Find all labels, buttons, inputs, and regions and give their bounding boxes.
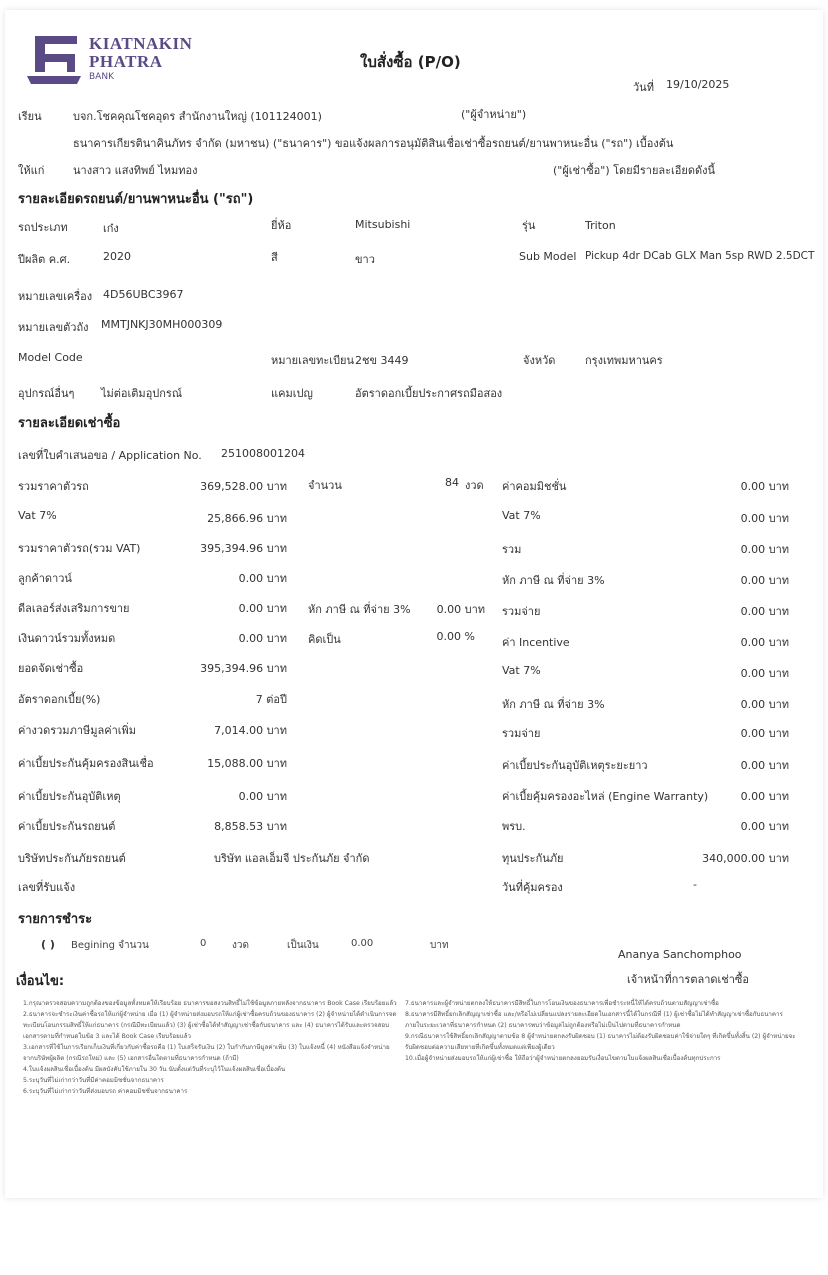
application-value: 251008001204 — [221, 447, 305, 460]
model-code-label: Model Code — [18, 351, 83, 364]
car-model-label: รุ่น — [522, 219, 536, 232]
fee-row-value: 0.00 บาท — [740, 820, 789, 833]
plate-label: หมายเลขทะเบียน — [271, 354, 355, 367]
fee-row-value: 0.00 บาท — [740, 480, 789, 493]
fee-row-value: 0.00 บาท — [740, 759, 789, 772]
car-color-value: ขาว — [355, 253, 375, 266]
fee-row-value: 0.00 บาท — [740, 512, 789, 525]
bank-logo — [25, 32, 200, 88]
engine-number-label: หมายเลขเครื่อง — [18, 290, 93, 303]
beginning-count: 0 — [200, 938, 207, 949]
fee-row-label: รวมจ่าย — [502, 605, 541, 618]
province-label: จังหวัด — [523, 354, 556, 367]
date-label: วันที่ — [633, 81, 654, 94]
notice-number-label: เลขที่รับแจ้ง — [18, 881, 76, 894]
condition-item: 5.ระบุวันที่ไม่เก่ากว่าวันที่มีค่าคอมมิชชั่นจากธนาคาร — [23, 1077, 164, 1084]
lease-row-label: ยอดจัดเช่าซื้อ — [18, 662, 84, 675]
campaign-label: แคมเปญ — [271, 387, 313, 400]
condition-item: 8.ธนาคารมีสิทธิ์ยกเลิกสัญญาเช่าซื้อ และ/หรือไม่เปลี่ยนแปลงรายละเอียดในเอกสารนี้ได้ในกรณีที่ (1) ผู้เช่าซื้อไม่ได้ทำสัญญาเช่าซื้อกับธนาคารภายในระยะเวลาที่ธนาคารกำหนด (2) ธนาคารพบว่าข้อมูลไม่ถูกต้องหรือไม่เป็นไปตามที่ธนาคารกำหนด — [405, 1011, 783, 1029]
payment-currency: บาท — [430, 940, 449, 951]
sum-insured-value: 340,000.00 บาท — [702, 852, 789, 865]
condition-item: 10.เมื่อผู้จำหน่ายส่งมอบรถให้แก่ผู้เช่าซื้อ ให้ถือว่าผู้จำหน่ายตกลงยอมรับเงื่อนไขตามใบแจ้งผลสินเชื่อเบื้องต้นทุกประการ — [405, 1055, 721, 1062]
coverage-date-value: - — [693, 878, 697, 891]
lease-row-label: ดีลเลอร์ส่งเสริมการขาย — [18, 602, 130, 615]
lease-row-value: 7 ต่อปี — [255, 693, 287, 706]
lease-row-label: เงินดาวน์รวมทั้งหมด — [18, 632, 116, 645]
fee-row-label: รวมจ่าย — [502, 727, 541, 740]
chassis-number-label: หมายเลขตัวถัง — [18, 321, 89, 334]
document-title: ใบสั่งซื้อ (P/O) — [360, 53, 461, 71]
give-value: นางสาว แสงทิพย์ ไหมทอง — [73, 164, 198, 177]
give-label: ให้แก่ — [18, 164, 45, 177]
conditions-title: เงื่อนไข: — [16, 974, 65, 989]
to-role: ("ผู้จำหน่าย") — [461, 108, 527, 121]
payment-amount-label: เป็นเงิน — [287, 940, 319, 951]
logo-line2: PHATRA — [89, 52, 163, 71]
conditions-left — [23, 998, 398, 1097]
fee-row-label: ค่าคอมมิชชั่น — [502, 480, 567, 493]
car-brand-value: Mitsubishi — [355, 218, 411, 231]
lease-row-label: อัตราดอกเบี้ย(%) — [18, 693, 101, 706]
condition-item: 1.กรุณาตรวจสอบความถูกต้องของข้อมูลทั้งหมดให้เรียบร้อย ธนาคารขอสงวนสิทธิ์ไม่ใช้ข้อมูลภายหลังจากธนาคาร Book Case เรียบร้อยแล้ว — [23, 1000, 397, 1007]
equipment-value: ไม่ต่อเติมอุปกรณ์ — [101, 387, 183, 400]
fee-row-label: ค่าเบี้ยประกันอุบัติเหตุระยะยาว — [502, 759, 648, 772]
beginning-unit: งวด — [232, 940, 249, 951]
fee-row-label: พรบ. — [502, 820, 526, 833]
lease-row-label: ค่าเบี้ยประกันคุ้มครองสินเชื่อ — [18, 757, 154, 770]
lease-row-label: ลูกค้าดาวน์ — [18, 572, 72, 585]
lease-row-value: 0.00 บาท — [238, 602, 287, 615]
mid-equal-value: 0.00 % — [436, 630, 475, 643]
lease-row-value: 15,088.00 บาท — [207, 757, 287, 770]
mid-equal-label: คิดเป็น — [308, 633, 341, 646]
mid-tax-label: หัก ภาษี ณ ที่จ่าย 3% — [308, 603, 411, 616]
to-value: บจก.โชคคุณโชคอุดร สำนักงานใหญ่ (101124001) — [73, 110, 322, 123]
fee-row-value: 0.00 บาท — [740, 605, 789, 618]
lease-row-value: 0.00 บาท — [238, 632, 287, 645]
car-section-title: รายละเอียดรถยนต์/ยานพาหนะอื่น ("รถ") — [18, 192, 254, 207]
installments-unit: งวด — [465, 479, 484, 492]
fee-row-label: ค่าเบี้ยคุ้มครองอะไหล่ (Engine Warranty) — [502, 790, 709, 803]
car-year-label: ปีผลิต ค.ศ. — [18, 253, 71, 266]
condition-item: 6.ระบุวันที่ไม่เก่ากว่าวันที่ส่งมอบรถ ค่าคอมมิชชั่นจากธนาคาร — [23, 1088, 188, 1095]
fee-row-value: 0.00 บาท — [740, 790, 789, 803]
beginning-label: Begining จำนวน — [71, 940, 149, 951]
fee-row-value: 0.00 บาท — [740, 727, 789, 740]
payment-amount-value: 0.00 — [351, 938, 374, 949]
car-brand-label: ยี่ห้อ — [271, 219, 292, 232]
lease-row-value: 8,858.53 บาท — [214, 820, 287, 833]
lease-row-value: 7,014.00 บาท — [214, 724, 287, 737]
lease-row-value: 0.00 บาท — [238, 572, 287, 585]
condition-item: 4.ใบแจ้งผลสินเชื่อเบื้องต้น มีผลบังคับใช้ภายใน 30 วัน นับตั้งแต่วันที่ระบุไว้ในแจ้งผลสินเชื่อเบื้องต้น — [23, 1066, 286, 1073]
fee-row-label: รวม — [502, 543, 522, 556]
payment-section-title: รายการชำระ — [18, 912, 93, 927]
application-label: เลขที่ใบคำเสนอขอ / Application No. — [18, 449, 202, 462]
fee-row-label: หัก ภาษี ณ ที่จ่าย 3% — [502, 698, 605, 711]
to-label: เรียน — [18, 110, 42, 123]
car-submodel-label: Sub Model — [519, 250, 577, 263]
campaign-value: อัตราดอกเบี้ยประกาศรถมือสอง — [355, 387, 503, 400]
signer-role: เจ้าหน้าที่การตลาดเช่าซื้อ — [627, 973, 750, 986]
conditions-right — [405, 998, 797, 1064]
car-type-value: เก๋ง — [103, 222, 119, 235]
fee-row-label: ค่า Incentive — [502, 636, 570, 649]
condition-item: 7.ธนาคารและผู้จำหน่ายตกลงให้ธนาคารมีสิทธิ์ในการโอนเงินของธนาคารเพื่อชำระหนี้ให้ได้ครบถ้วนตามสัญญาเช่าซื้อ — [405, 1000, 719, 1007]
logo-line3: BANK — [89, 72, 114, 82]
payment-checkbox[interactable]: ( ) — [41, 938, 55, 951]
date-value: 19/10/2025 — [666, 78, 730, 91]
insurer-value: บริษัท แอลเอ็มจี ประกันภัย จำกัด — [214, 852, 370, 865]
engine-number-value: 4D56UBC3967 — [103, 288, 184, 301]
coverage-date-label: วันที่คุ้มครอง — [502, 881, 563, 894]
fee-row-value: 0.00 บาท — [740, 574, 789, 587]
mid-tax-value: 0.00 บาท — [436, 603, 485, 616]
province-value: กรุงเทพมหานคร — [585, 354, 663, 367]
lease-row-value: 369,528.00 บาท — [200, 480, 287, 493]
lease-row-value: 395,394.96 บาท — [200, 662, 287, 675]
car-year-value: 2020 — [103, 250, 131, 263]
lease-row-label: ค่างวดรวมภาษีมูลค่าเพิ่ม — [18, 724, 137, 737]
chassis-number-value: MMTJNKJ30MH000309 — [101, 318, 223, 331]
lease-row-label: Vat 7% — [18, 509, 57, 522]
lease-row-value: 25,866.96 บาท — [207, 512, 287, 525]
fee-row-value: 0.00 บาท — [740, 543, 789, 556]
installments-value: 84 — [445, 476, 459, 489]
insurer-label: บริษัทประกันภัยรถยนต์ — [18, 852, 126, 865]
plate-value: 2ชข 3449 — [355, 354, 409, 367]
condition-item: 3.เอกสารที่ใช้ในการเรียกเก็บเงินที่เกี่ยวกับค่าซื้อรถคือ (1) ใบเสร็จรับเงิน (2) ใบกำกับภาษีมูลค่าเพิ่ม (3) ใบแจ้งหนี้ (4) หนังสือแจ้งจำหน่ายจากบริษัทผู้ผลิต (กรณีรถใหม่) และ (5) เอกสารอื่นใดตามที่ธนาคารกำหนด (ถ้ามี) — [23, 1044, 390, 1062]
car-submodel-value: Pickup 4dr DCab GLX Man 5sp RWD 2.5DCT — [585, 250, 815, 262]
signer-name: Ananya Sanchomphoo — [618, 948, 742, 961]
give-role: ("ผู้เช่าซื้อ") โดยมีรายละเอียดดังนี้ — [553, 164, 716, 177]
fee-row-label: Vat 7% — [502, 664, 541, 677]
header-body-text: ธนาคารเกียรตินาคินภัทร จำกัด (มหาชน) ("ธนาคาร") ขอแจ้งผลการอนุมัติสินเชื่อเช่าซื้อรถยนต์/ยานพาหนะอื่น ("รถ") เบื้องต้น — [73, 137, 674, 150]
lease-section-title: รายละเอียดเช่าซื้อ — [18, 416, 121, 431]
car-type-label: รถประเภท — [18, 221, 68, 234]
lease-row-label: รวมราคาตัวรถ — [18, 480, 89, 493]
lease-row-label: ค่าเบี้ยประกันอุบัติเหตุ — [18, 790, 121, 803]
condition-item: 9.กรณีธนาคารใช้สิทธิ์ยกเลิกสัญญาตามข้อ 8 ผู้จำหน่ายตกลงรับผิดชอบ (1) ธนาคารไม่ต้องรับผิดชอบค่าใช้จ่ายใดๆ ที่เกิดขึ้นทั้งสิ้น (2) ผู้จำหน่ายจะรับผิดชอบต่อความเสียหายที่เกิดขึ้นทั้งหมดแต่เพียงผู้เดียว — [405, 1033, 796, 1051]
car-color-label: สี — [271, 251, 278, 264]
lease-row-value: 395,394.96 บาท — [200, 542, 287, 555]
fee-row-value: 0.00 บาท — [740, 636, 789, 649]
lease-row-label: ค่าเบี้ยประกันรถยนต์ — [18, 820, 116, 833]
fee-row-label: Vat 7% — [502, 509, 541, 522]
lease-row-label: รวมราคาตัวรถ(รวม VAT) — [18, 542, 141, 555]
purchase-order-document — [5, 10, 823, 1198]
equipment-label: อุปกรณ์อื่นๆ — [18, 387, 75, 400]
bank-logo-icon — [25, 32, 83, 86]
installments-label: จำนวน — [308, 479, 342, 492]
condition-item: 2.ธนาคารจะชำระเงินค่าซื้อรถให้แก่ผู้จำหน่าย เมื่อ (1) ผู้จำหน่ายส่งมอบรถให้แก่ผู้เช่าซื้อครบถ้วนของธนาคาร (2) ผู้จำหน่ายได้ดำเนินการจดทะเบียนโอนกรรมสิทธิ์ให้แก่ธนาคาร (กรณีมีทะเบียนแล้ว) (3) ผู้เช่าซื้อได้ทำสัญญาเช่าซื้อกับธนาคาร และ (4) ธนาคารได้รับและตรวจสอบเอกสารตามที่กำหนดในข้อ 3 และได้ Book Case เรียบร้อยแล้ว — [23, 1011, 397, 1040]
lease-row-value: 0.00 บาท — [238, 790, 287, 803]
car-model-value: Triton — [585, 219, 616, 232]
fee-row-label: หัก ภาษี ณ ที่จ่าย 3% — [502, 574, 605, 587]
fee-row-value: 0.00 บาท — [740, 698, 789, 711]
sum-insured-label: ทุนประกันภัย — [502, 852, 564, 865]
logo-line1: KIATNAKIN — [89, 34, 193, 53]
fee-row-value: 0.00 บาท — [740, 667, 789, 680]
